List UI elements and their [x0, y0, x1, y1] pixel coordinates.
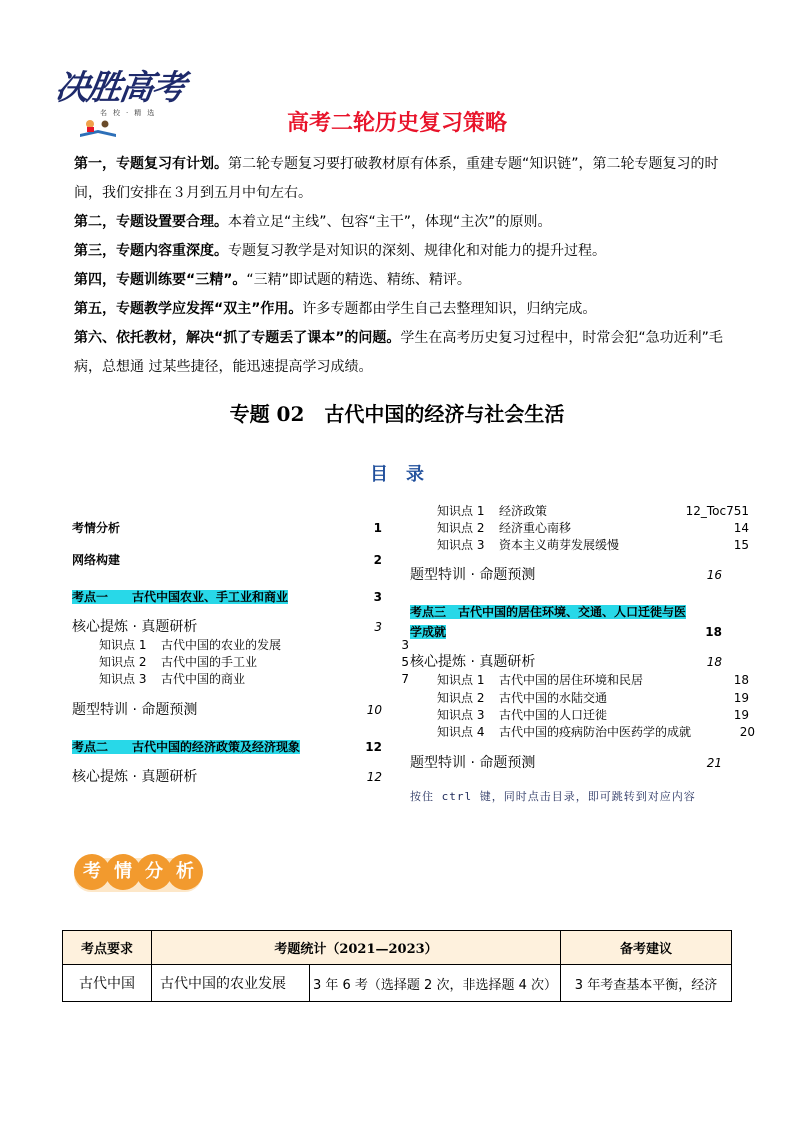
toc-item[interactable] — [410, 724, 755, 741]
toc-item[interactable] — [410, 537, 749, 554]
table-cell: 3 年 6 考（选择题 2 次，非选择题 4 次） — [310, 965, 561, 1002]
toc-item[interactable] — [410, 672, 749, 689]
paragraph-body: 专题复习教学是对知识的深刻、规律化和对能力的提升过程。 — [228, 243, 606, 259]
toc-label: 题型特训 · 命题预测 — [410, 567, 536, 583]
toc-tag: 知识点 1 — [437, 504, 485, 518]
toc-item[interactable] — [72, 739, 382, 756]
paragraph-5 — [74, 295, 734, 324]
exam-stat-table — [62, 930, 732, 1002]
toc-label: 古代中国的商业 — [161, 672, 246, 686]
paragraph-lead: 第六、依托教材，解决“抓了专题丢了课本”的问题。 — [74, 330, 401, 346]
toc-label: 题型特训 · 命题预测 — [72, 702, 198, 718]
table-cell: 3 年考查基本平衡，经济 — [561, 965, 732, 1002]
toc-page: 21 — [706, 756, 722, 770]
toc-label: 古代中国的疫病防治中医药学的成就 — [499, 725, 692, 739]
table-header: 考点要求 — [63, 931, 152, 965]
badge-char: 情 — [105, 854, 141, 890]
table-cell: 古代中国的农业发展 — [152, 965, 310, 1002]
toc-page: 19 — [733, 691, 749, 705]
toc-item[interactable] — [410, 707, 749, 724]
toc-item[interactable] — [72, 769, 382, 786]
toc-item[interactable] — [410, 604, 722, 621]
toc-item-continued[interactable] — [410, 624, 722, 641]
toc-label: 资本主义萌芽发展缓慢 — [499, 538, 620, 552]
table-row — [63, 965, 732, 1002]
toc-item[interactable] — [72, 702, 382, 719]
toc-item[interactable] — [72, 552, 382, 569]
toc-label: 考点一 古代中国农业、手工业和商业 — [72, 590, 289, 604]
toc-tag: 知识点 3 — [99, 672, 147, 686]
toc-page: 5 — [401, 655, 409, 669]
toc-page: 15 — [733, 538, 749, 552]
toc-title: 目录 — [370, 464, 442, 485]
toc-label: 古代中国的水陆交通 — [499, 691, 608, 705]
toc-label: 经济重心南移 — [499, 521, 572, 535]
toc-item[interactable] — [410, 503, 749, 520]
paragraph-lead: 第四，专题训练要“三精”。 — [74, 272, 247, 288]
paragraph-body: 学生在高考历史复习过程中，时常会犯“急功近利”毛病，总想通 过某些捷径，能迅速提高学习成绩。 — [74, 330, 723, 375]
paragraph-lead: 第一，专题复习有计划。 — [74, 156, 228, 172]
table-cell: 古代中国 — [63, 965, 152, 1002]
paragraph-body: “三精”即试题的精选、精练、精评。 — [246, 272, 471, 288]
toc-item[interactable] — [72, 637, 409, 654]
toc-page: 12 — [366, 770, 382, 784]
toc-tag: 知识点 2 — [437, 521, 485, 535]
toc-label: 古代中国的农业的发展 — [161, 638, 282, 652]
toc-label: 古代中国的居住环境和民居 — [499, 673, 644, 687]
paragraph-body: 第二轮专题复习要打破教材原有体系，重建专题“知识链”，第二轮专题复习的时间，我们安排在３月到五月中旬左右。 — [74, 156, 719, 201]
toc-page: 12 — [365, 740, 382, 754]
toc-label: 古代中国的手工业 — [161, 655, 258, 669]
toc-page: 3 — [373, 590, 382, 604]
toc-tag: 知识点 2 — [99, 655, 147, 669]
toc-label: 核心提炼 · 真题研析 — [72, 769, 198, 785]
paragraph-lead: 第五，专题教学应发挥“双主”作用。 — [74, 301, 303, 317]
toc-label: 网络构建 — [72, 553, 121, 567]
toc-label: 考点二 古代中国的经济政策及经济现象 — [72, 740, 301, 754]
toc-label: 学成就 — [410, 625, 447, 639]
toc-tag: 知识点 4 — [437, 725, 485, 739]
toc-item[interactable] — [410, 520, 749, 537]
toc-label: 经济政策 — [499, 504, 548, 518]
toc-label: 题型特训 · 命题预测 — [410, 755, 536, 771]
paragraph-1 — [74, 150, 734, 208]
toc-item[interactable] — [410, 690, 749, 707]
toc-item[interactable] — [72, 589, 382, 606]
toc-label: 核心提炼 · 真题研析 — [72, 619, 198, 635]
badge-char: 析 — [167, 854, 203, 890]
toc-page: 3 — [374, 620, 382, 634]
toc-label: 核心提炼 · 真题研析 — [410, 654, 536, 670]
toc-label: 考点三 古代中国的居住环境、交通、人口迁徙与医 — [410, 605, 687, 619]
toc-page: 1 — [373, 521, 382, 535]
toc-tag: 知识点 3 — [437, 538, 485, 552]
badge-char: 考 — [74, 854, 110, 890]
topic-title: 专题 02 古代中国的经济与社会生活 — [229, 402, 565, 426]
toc-page: 18 — [733, 673, 749, 687]
paragraph-3 — [74, 237, 734, 266]
badge-char: 分 — [136, 854, 172, 890]
toc-item[interactable] — [72, 520, 382, 537]
logo-subtitle: 名校·精选 — [100, 109, 161, 117]
toc-item[interactable] — [410, 567, 722, 584]
section-badge — [74, 852, 204, 894]
toc-label: 古代中国的人口迁徙 — [499, 708, 608, 722]
paragraph-lead: 第三，专题内容重深度。 — [74, 243, 228, 259]
logo-text: 决胜高考 — [52, 68, 187, 108]
toc-page: 12_Toc751 — [685, 504, 749, 518]
toc-page: 10 — [366, 703, 382, 717]
toc-page: 2 — [373, 553, 382, 567]
toc-item[interactable] — [72, 619, 382, 636]
toc-item[interactable] — [72, 671, 409, 688]
toc-page: 7 — [401, 672, 409, 686]
main-title: 高考二轮历史复习策略 — [286, 111, 507, 136]
paragraph-lead: 第二，专题设置要合理。 — [74, 214, 228, 230]
toc-label: 考情分析 — [72, 521, 121, 535]
toc-hint: 按住 ctrl 键，同时点击目录，即可跳转到对应内容 — [410, 790, 696, 803]
toc-page: 3 — [401, 638, 409, 652]
toc-tag: 知识点 3 — [437, 708, 485, 722]
toc-tag: 知识点 1 — [437, 673, 485, 687]
paragraph-body: 许多专题都由学生自己去整理知识，归纳完成。 — [302, 301, 597, 317]
toc-page: 14 — [733, 521, 749, 535]
toc-page: 19 — [733, 708, 749, 722]
paragraph-body: 本着立足“主线”、包容“主干”，体现“主次”的原则。 — [228, 214, 552, 230]
toc-page: 18 — [705, 625, 722, 639]
toc-page: 16 — [706, 568, 722, 582]
paragraph-6 — [74, 324, 734, 382]
toc-item[interactable] — [410, 755, 722, 772]
table-header: 备考建议 — [561, 931, 732, 965]
toc-tag: 知识点 2 — [437, 691, 485, 705]
paragraph-2 — [74, 208, 734, 237]
toc-page: 20 — [739, 725, 755, 739]
toc-item[interactable] — [410, 654, 722, 671]
toc-page: 18 — [706, 655, 722, 669]
table-header-row — [63, 931, 732, 965]
toc-tag: 知识点 1 — [99, 638, 147, 652]
paragraph-4 — [74, 266, 734, 295]
toc-item[interactable] — [72, 654, 409, 671]
table-header: 考题统计（2021—2023） — [152, 931, 561, 965]
